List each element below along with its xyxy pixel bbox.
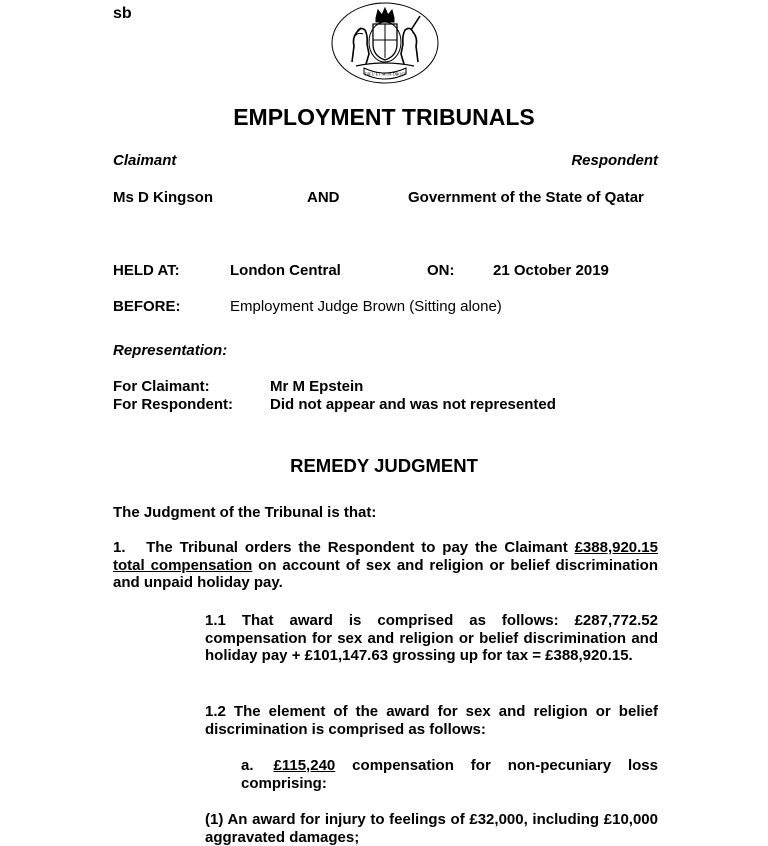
judge-name: Employment Judge Brown (Sitting alone) xyxy=(230,298,502,315)
item-a xyxy=(241,757,658,792)
respondent-rep-value: Did not appear and was not represented xyxy=(270,396,556,413)
paragraph-1 xyxy=(113,539,658,592)
held-at-value: London Central xyxy=(230,262,341,279)
respondent-rep-label: For Respondent: xyxy=(113,396,233,413)
representation-heading: Representation: xyxy=(113,342,228,359)
before-label: BEFORE: xyxy=(113,298,181,315)
claimant-rep-value: Mr M Epstein xyxy=(270,378,364,395)
claimant-label: Claimant xyxy=(113,152,177,169)
respondent-label: Respondent xyxy=(571,152,658,169)
claimant-name: Ms D Kingson xyxy=(113,189,213,206)
hearing-date-label: ON: xyxy=(427,262,455,279)
total-compensation: £388,920.15 total compensation xyxy=(113,539,658,574)
respondent-name: Government of the State of Qatar xyxy=(408,189,644,206)
document-reference: sb xyxy=(113,5,132,22)
item-a-label: a. xyxy=(241,757,254,774)
paragraph-1-2: 1.2 The element of the award for sex and religion or belief discrimination is comprised as follows: xyxy=(205,703,658,738)
royal-coat-of-arms xyxy=(330,2,440,84)
item-a-amount: £115,240 xyxy=(273,757,336,774)
item-1: (1) An award for injury to feelings of £32,000, including £10,000 aggravated damages; xyxy=(205,811,658,846)
paragraph-1-lead: 1. The Tribunal orders the Respondent to pay the Claimant xyxy=(113,539,575,556)
paragraph-1-tail: on account of sex and religion or belief discrimination and unpaid holiday pay. xyxy=(113,556,659,591)
crest-motto: DIEU ET MON DROIT xyxy=(364,71,406,77)
claimant-rep-label: For Claimant: xyxy=(113,378,210,395)
hearing-date-value: 21 October 2019 xyxy=(493,262,609,279)
item-a-text: compensation for non-pecuniary loss comprising: xyxy=(241,757,658,792)
judgment-heading: REMEDY JUDGMENT xyxy=(290,455,478,476)
paragraph-1-1: 1.1 That award is comprised as follows: £287,772.52 compensation for sex and religion or belief discrimination and holiday pay + £101,147.63 grossing up for tax = £388,920.15. xyxy=(205,612,658,664)
held-at-label: HELD AT: xyxy=(113,262,180,279)
document-title: EMPLOYMENT TRIBUNALS xyxy=(233,104,535,130)
judgment-intro: The Judgment of the Tribunal is that: xyxy=(113,504,377,521)
and-separator: AND xyxy=(307,189,340,206)
